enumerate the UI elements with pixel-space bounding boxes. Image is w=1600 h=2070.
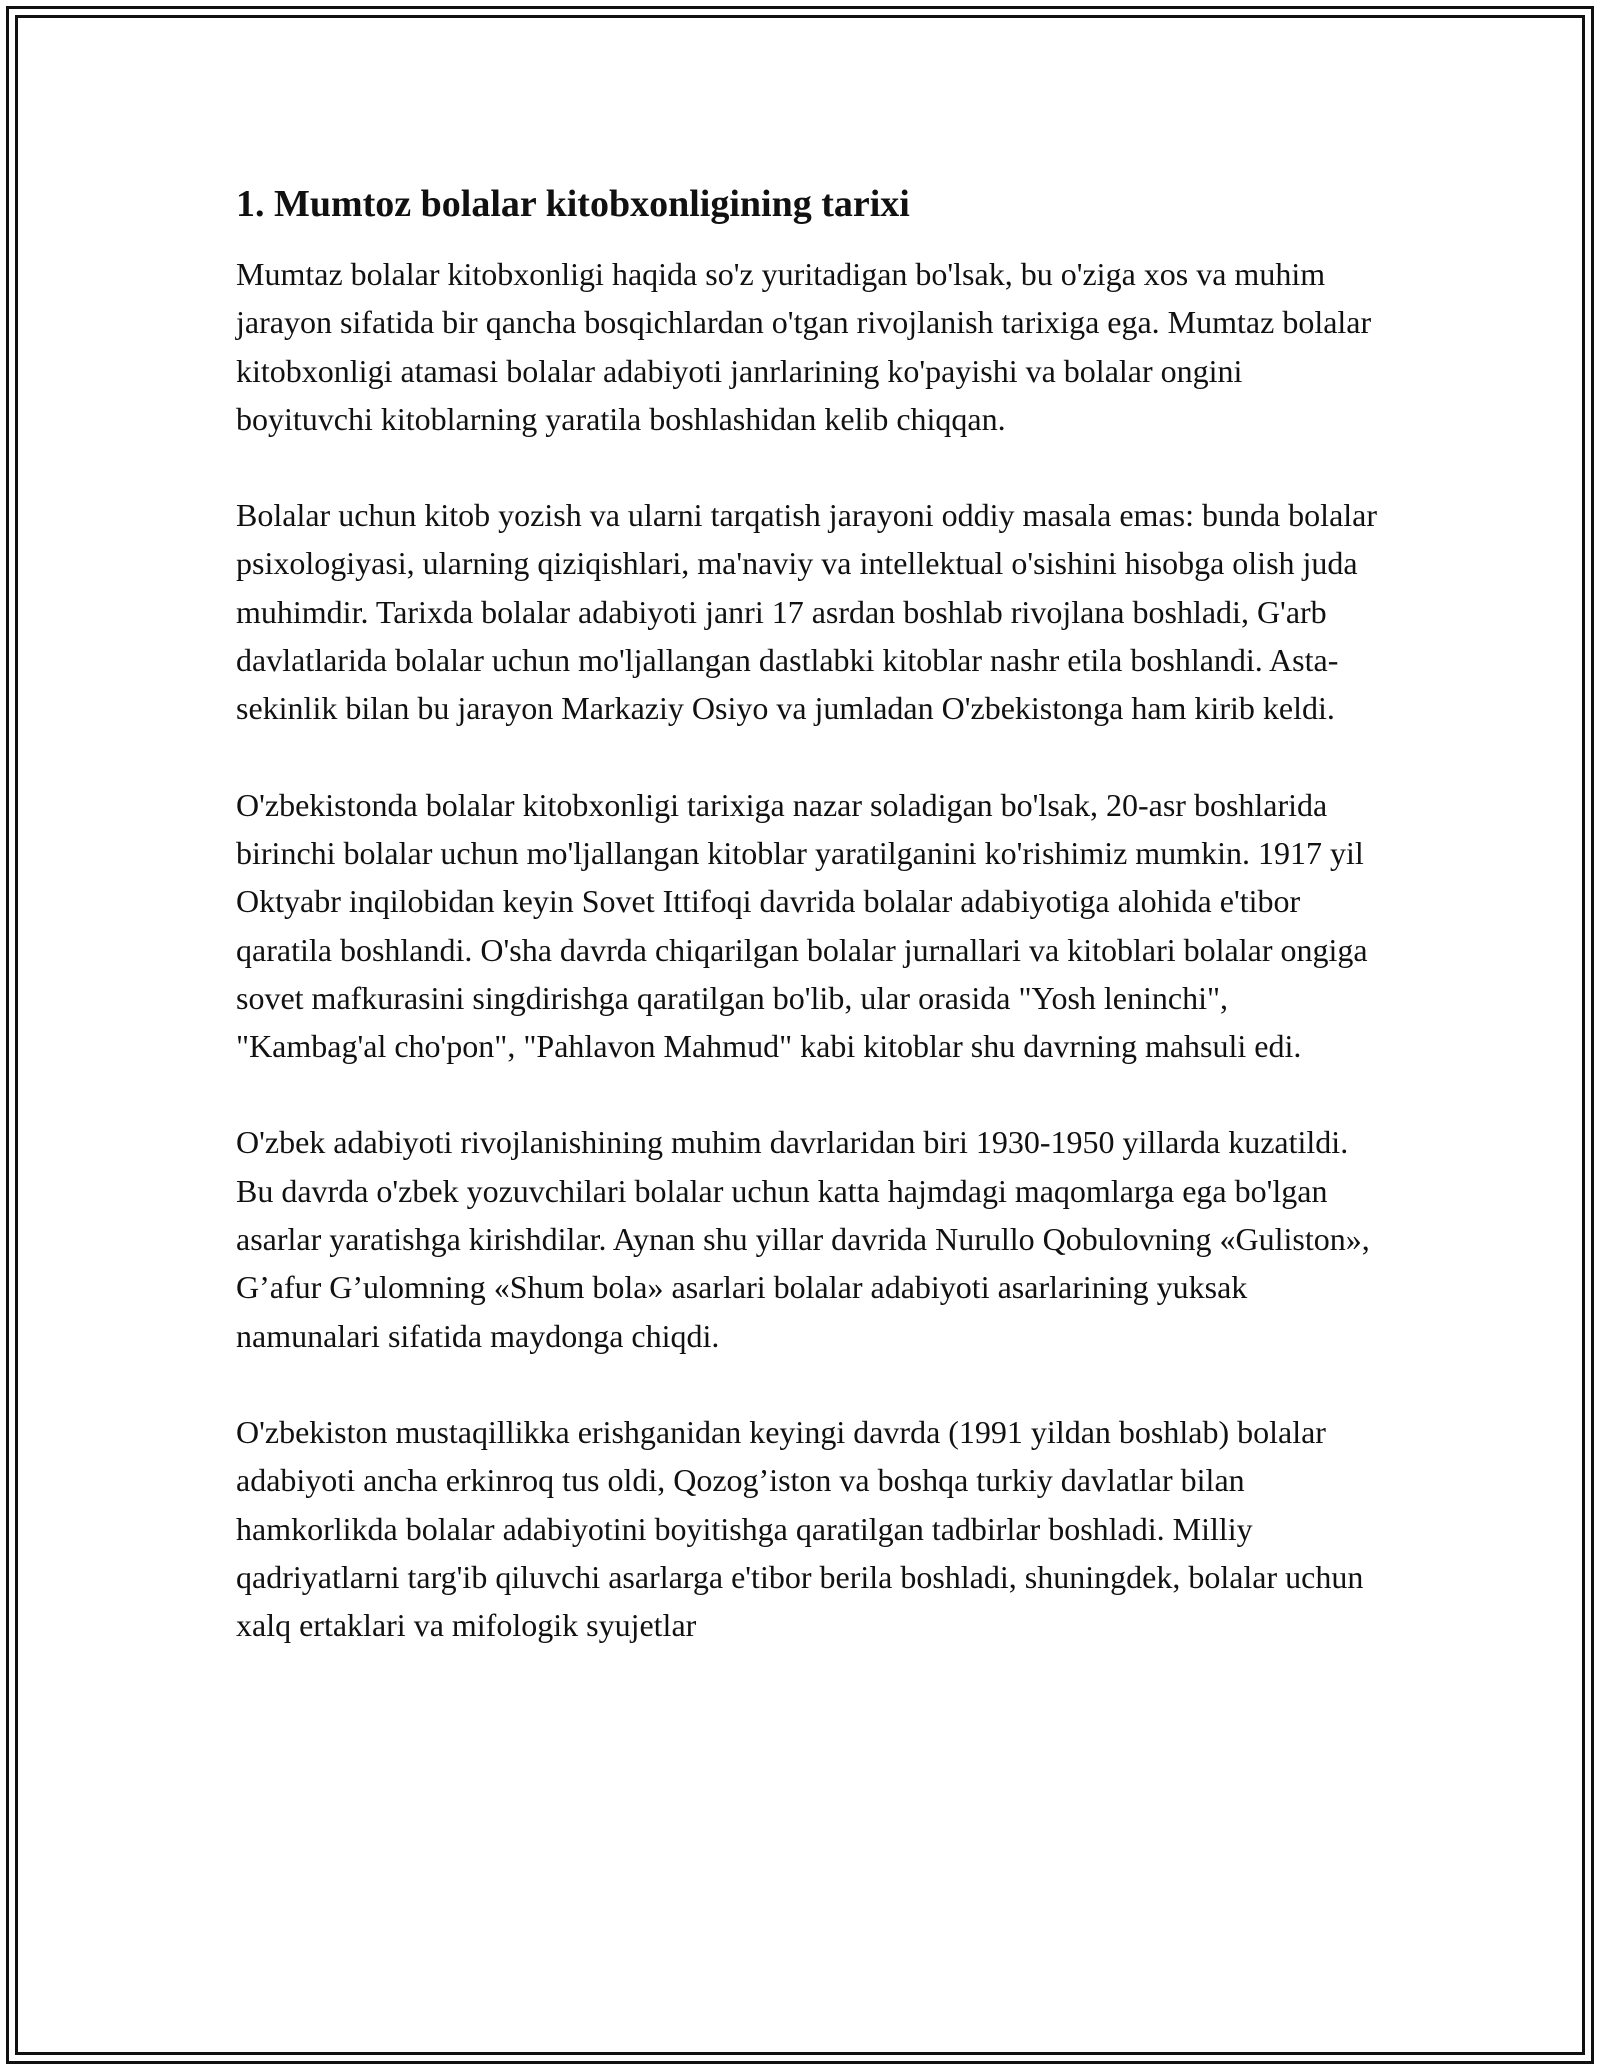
document-body bbox=[236, 180, 1386, 1697]
paragraph-1: Mumtaz bolalar kitobxonligi haqida so'z yuritadigan bo'lsak, bu o'ziga xos va muhim jarayon sifatida bir qancha bosqichlardan o'tgan rivojlanish tarixiga ega. Mumtaz bolalar kitobxonligi atamasi bolalar adabiyoti janrlarining ko'payishi va bolalar ongini boyituvchi kitoblarning yaratila boshlashidan kelib chiqqan. bbox=[236, 256, 1372, 437]
section-title: 1. Mumtoz bolalar kitobxonligining tarixi bbox=[236, 183, 910, 225]
paragraph-2: Bolalar uchun kitob yozish va ularni tarqatish jarayoni oddiy masala emas: bunda bolalar psixologiyasi, ularning qiziqishlari, ma'naviy va intellektual o'sishini hisobga olish juda muhimdir. Tarixda bolalar adabiyoti janri 17 asrdan boshlab rivojlana boshladi, G'arb davlatlarida bolalar uchun mo'ljallangan dastlabki kitoblar nashr etila boshlandi. Asta-sekinlik bilan bu jarayon Markaziy Osiyo va jumladan O'zbekistonga ham kirib keldi. bbox=[236, 497, 1378, 727]
paragraph-4: O'zbek adabiyoti rivojlanishining muhim davrlaridan biri 1930-1950 yillarda kuzatildi. Bu davrda o'zbek yozuvchilari bolalar uchun katta hajmdagi maqomlarga ega bo'lgan asarlar yaratishga kirishdilar. Aynan shu yillar davrida Nurullo Qobulovning «Guliston», G’afur G’ulomning «Shum bola» asarlari bolalar adabiyoti asarlarining yuksak namunalari sifatida maydonga chiqdi. bbox=[236, 1124, 1370, 1354]
paragraph-5: O'zbekiston mustaqillikka erishganidan keyingi davrda (1991 yildan boshlab) bolalar adabiyoti ancha erkinroq tus oldi, Qozog’iston va boshqa turkiy davlatlar bilan hamkorlikda bolalar adabiyotini boyitishga qaratilgan tadbirlar boshladi. Milliy qadriyatlarni targ'ib qiluvchi asarlarga e'tibor berila boshladi, shuningdek, bolalar uchun xalq ertaklari va mifologik syujetlar bbox=[236, 1413, 1364, 1644]
paragraph-3: O'zbekistonda bolalar kitobxonligi tarixiga nazar soladigan bo'lsak, 20-asr boshlarida birinchi bolalar uchun mo'ljallangan kitoblar yaratilganini ko'rishimiz mumkin. 1917 yil Oktyabr inqilobidan keyin Sovet Ittifoqi davrida bolalar adabiyotiga alohida e'tibor qaratila boshlandi. O'sha davrda chiqarilgan bolalar jurnallari va kitoblari bolalar ongiga sovet mafkurasini singdirishga qaratilgan bo'lib, ular orasida "Yosh leninchi", "Kambag'al cho'pon", "Pahlavon Mahmud" kabi kitoblar shu davrning mahsuli edi. bbox=[236, 786, 1368, 1065]
